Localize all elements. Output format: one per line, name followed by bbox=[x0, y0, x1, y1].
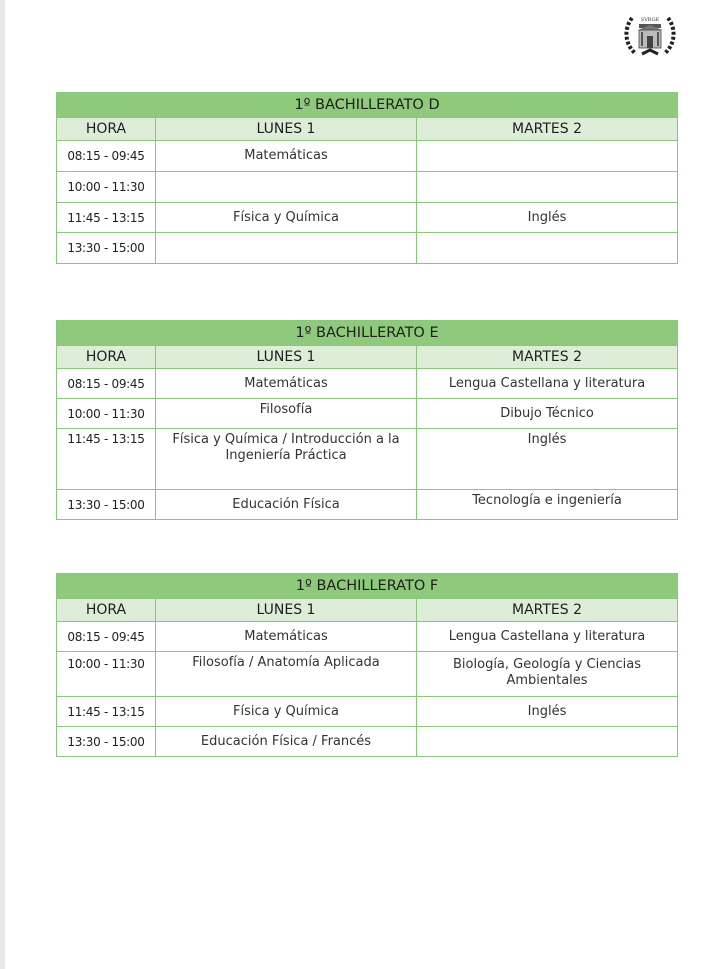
cell-martes: Inglés bbox=[417, 203, 678, 233]
column-header-martes: MARTES 2 bbox=[417, 118, 678, 141]
column-header-hora: HORA bbox=[57, 599, 156, 622]
table-row bbox=[57, 172, 678, 203]
cell-martes: Biología, Geología y Ciencias Ambientales bbox=[417, 652, 678, 697]
table-row bbox=[57, 490, 678, 520]
cell-hora: 08:15 - 09:45 bbox=[57, 141, 156, 172]
cell-hora: 08:15 - 09:45 bbox=[57, 622, 156, 652]
logo-text: SVRGE bbox=[640, 17, 660, 23]
cell-lunes: Educación Física / Francés bbox=[156, 727, 417, 757]
table-title: 1º BACHILLERATO D bbox=[57, 93, 678, 118]
column-header-martes: MARTES 2 bbox=[417, 599, 678, 622]
table-row bbox=[57, 727, 678, 757]
cell-hora: 08:15 - 09:45 bbox=[57, 369, 156, 399]
cell-lunes bbox=[156, 233, 417, 264]
cell-martes bbox=[417, 727, 678, 757]
cell-hora: 10:00 - 11:30 bbox=[57, 652, 156, 697]
table-title: 1º BACHILLERATO F bbox=[57, 574, 678, 599]
schedule-table-f bbox=[56, 573, 678, 757]
cell-lunes: Matemáticas bbox=[156, 622, 417, 652]
cell-martes: Lengua Castellana y literatura bbox=[417, 622, 678, 652]
table-row bbox=[57, 697, 678, 727]
table-row bbox=[57, 622, 678, 652]
cell-lunes: Física y Química / Introducción a la Ingeniería Práctica bbox=[156, 429, 417, 490]
cell-hora: 11:45 - 13:15 bbox=[57, 429, 156, 490]
cell-hora: 13:30 - 15:00 bbox=[57, 727, 156, 757]
table-row bbox=[57, 652, 678, 697]
cell-martes: Dibujo Técnico bbox=[417, 399, 678, 429]
cell-lunes bbox=[156, 172, 417, 203]
cell-martes bbox=[417, 141, 678, 172]
cell-martes: Tecnología e ingeniería bbox=[417, 490, 678, 520]
column-header-hora: HORA bbox=[57, 118, 156, 141]
table-row bbox=[57, 369, 678, 399]
column-header-martes: MARTES 2 bbox=[417, 346, 678, 369]
table-row bbox=[57, 429, 678, 490]
cell-hora: 11:45 - 13:15 bbox=[57, 203, 156, 233]
schedule-table-d bbox=[56, 92, 678, 264]
cell-lunes: Filosofía / Anatomía Aplicada bbox=[156, 652, 417, 697]
column-header-lunes: LUNES 1 bbox=[156, 346, 417, 369]
cell-martes: Lengua Castellana y literatura bbox=[417, 369, 678, 399]
cell-martes: Inglés bbox=[417, 697, 678, 727]
schedule-table-e bbox=[56, 320, 678, 520]
table-row bbox=[57, 399, 678, 429]
cell-hora: 13:30 - 15:00 bbox=[57, 233, 156, 264]
cell-hora: 11:45 - 13:15 bbox=[57, 697, 156, 727]
cell-lunes: Física y Química bbox=[156, 203, 417, 233]
cell-lunes: Física y Química bbox=[156, 697, 417, 727]
column-header-lunes: LUNES 1 bbox=[156, 599, 417, 622]
table-row bbox=[57, 233, 678, 264]
column-header-hora: HORA bbox=[57, 346, 156, 369]
page-edge bbox=[0, 0, 5, 969]
school-crest-laurel-icon bbox=[622, 10, 678, 62]
cell-lunes: Educación Física bbox=[156, 490, 417, 520]
cell-lunes: Matemáticas bbox=[156, 141, 417, 172]
cell-hora: 10:00 - 11:30 bbox=[57, 172, 156, 203]
cell-hora: 13:30 - 15:00 bbox=[57, 490, 156, 520]
table-row bbox=[57, 203, 678, 233]
column-header-lunes: LUNES 1 bbox=[156, 118, 417, 141]
cell-hora: 10:00 - 11:30 bbox=[57, 399, 156, 429]
cell-lunes: Matemáticas bbox=[156, 369, 417, 399]
cell-lunes: Filosofía bbox=[156, 399, 417, 429]
cell-martes: Inglés bbox=[417, 429, 678, 490]
table-row bbox=[57, 141, 678, 172]
cell-martes bbox=[417, 172, 678, 203]
cell-martes bbox=[417, 233, 678, 264]
table-title: 1º BACHILLERATO E bbox=[57, 321, 678, 346]
